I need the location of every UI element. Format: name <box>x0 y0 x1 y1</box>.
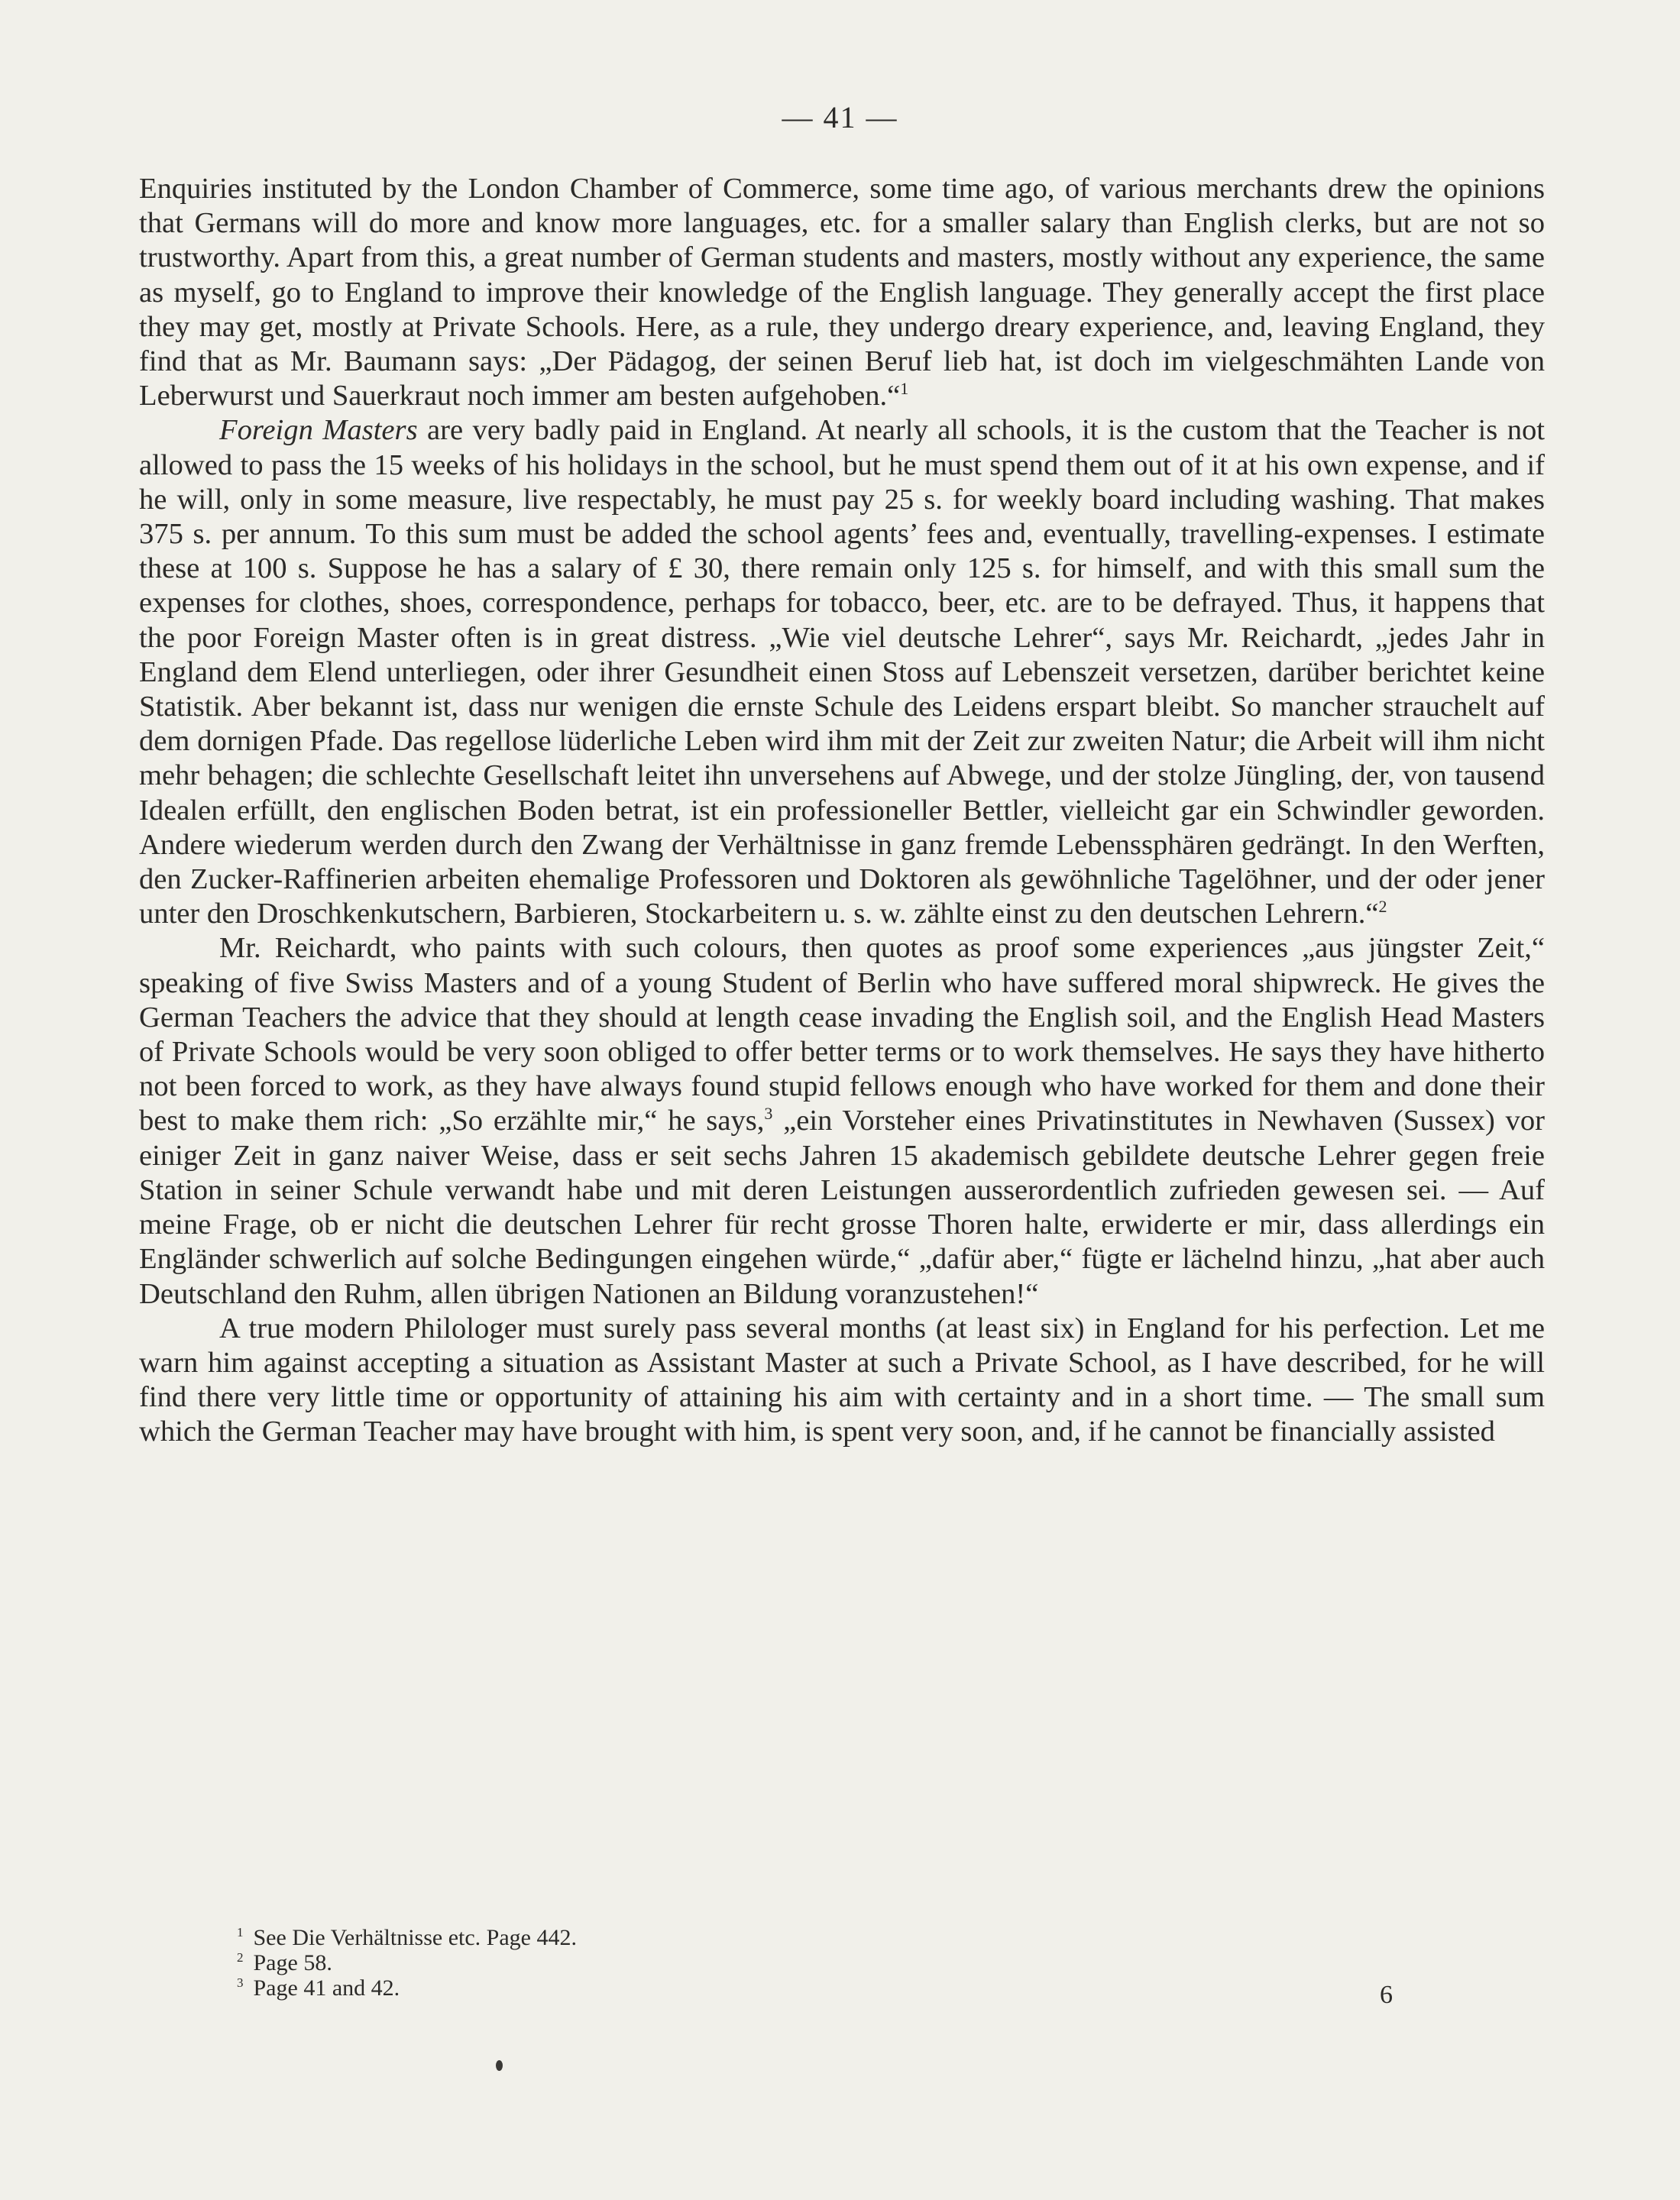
footnote-text: See Die Verhältnisse etc. Page 442. <box>253 1925 578 1950</box>
footnote: $^1$ See Die Verhältnisse etc. Page 442. <box>237 1925 578 1950</box>
paragraph <box>139 413 1545 931</box>
emphasis-text: Foreign Masters <box>219 414 418 447</box>
footnote: $^2$ Page 58. <box>237 1950 332 1975</box>
footnote-text: Page 58. <box>253 1950 332 1975</box>
paragraph-text: „ein Vorsteher eines Privatinstitutes in Newhaven (Sussex) vor einiger Zeit in ganz naiver Weise, dass er seit sechs Jahren 15 akademisch gebildete deutsche Lehrer gegen freie Station in seiner Schule verwandt habe und mit deren Leistungen ausserordentlich zufrieden gewesen sei. — Auf meine Frage, ob er nicht die deutschen Lehrer für recht grosse Thoren halte, erwiderte er mir, dass allerdings ein Engländer schwerlich auf solche Bedingungen eingehen würde,“ „dafür aber,“ fügte er lächelnd hinzu, „hat aber auch Deutschland den Ruhm, allen übrigen Nationen an Bildung voranzustehen!“ <box>139 1105 1545 1310</box>
paragraph <box>139 1312 1545 1450</box>
paragraph <box>139 931 1545 1311</box>
ink-dot <box>496 2060 503 2071</box>
signature-mark: 6 <box>1380 1981 1393 2009</box>
paragraph-text: Enquiries instituted by the London Chamber of Commerce, some time ago, of various merchants drew the opinions that Germans will do more and know more languages, etc. for a smaller salary than English clerks, but are not so trustworthy. Apart from this, a great number of German students and masters, mostly without any experience, the same as myself, go to England to improve their knowledge of the English language. They generally accept the first place they may get, mostly at Private Schools. Here, as a rule, they undergo dreary experience, and, leaving England, they find that as Mr. Baumann says: „Der Pädagog, der seinen Beruf lieb hat, ist doch im vielgeschmähten Lande von Leberwurst und Sauerkraut noch immer am besten aufgehoben.“ <box>139 173 1545 412</box>
footnote-reference: 1 <box>900 379 909 399</box>
body-text <box>139 172 1545 1450</box>
footnote-reference: 3 <box>764 1104 773 1124</box>
paragraph <box>139 172 1545 413</box>
paragraph-text: are very badly paid in England. At nearly all schools, it is the custom that the Teacher is not allowed to pass the 15 weeks of his holidays in the school, but he must spend them out of it at his own expense, and if he will, only in some measure, live respectably, he must pay 25 s. for weekly board including washing. That makes 375 s. per annum. To this sum must be added the school agents’ fees and, eventually, travelling-expenses. I estimate these at 100 s. Suppose he has a salary of £ 30, there remain only 125 s. for himself, and with this small sum the expenses for clothes, shoes, correspondence, perhaps for tobacco, beer, etc. are to be defrayed. Thus, it happens that the poor Foreign Master often is in great distress. „Wie viel deutsche Lehrer“, says Mr. Reichardt, „jedes Jahr in England dem Elend unterliegen, oder ihrer Gesundheit einen Stoss auf Lebenszeit versetzen, darüber berichtet keine Statistik. Aber bekannt ist, dass nur wenigen die ernste Schule des Leidens erspart bleibt. So mancher strauchelt auf dem dornigen Pfade. Das regellose lüderliche Leben wird ihm mit der Zeit zur zweiten Natur; die Arbeit will ihm nicht mehr behagen; die schlechte Gesellschaft leitet ihn unversehens auf Abwege, und der stolze Jüngling, der, von tausend Idealen erfüllt, den englischen Boden betrat, ist ein professioneller Bettler, vielleicht gar ein Schwindler geworden. Andere wiederum werden durch den Zwang der Verhältnisse in ganz fremde Lebenssphären gedrängt. In den Werften, den Zucker-Raffinerien arbeiten ehemalige Professoren und Doktoren als gewöhnliche Tagelöhner, und der oder jener unter den Droschkenkutschern, Barbieren, Stockarbeitern u. s. w. zählte einst zu den deutschen Lehrern.“ <box>139 414 1545 930</box>
footnotes <box>237 1925 1154 2001</box>
footnote-reference: 2 <box>1378 897 1387 917</box>
footnote: $^3$ Page 41 and 42. <box>237 1975 400 2001</box>
paragraph-text: A true modern Philologer must surely pass several months (at least six) in England for his perfection. Let me warn him against accepting a situation as Assistant Master at such a Private School, as I have described, for he will find there very little time or opportunity of attaining his aim with certainty and in a short time. — The small sum which the German Teacher may have brought with him, is spent very soon, and, if he cannot be financially assisted <box>139 1312 1545 1448</box>
footnote-text: Page 41 and 42. <box>253 1975 400 2001</box>
page-number: — 41 — <box>782 100 898 134</box>
paragraph-text: Mr. Reichardt, who paints with such colours, then quotes as proof some experiences „aus jüngster Zeit,“ speaking of five Swiss Masters and of a young Student of Berlin who have suffered moral shipwreck. He gives the German Teachers the advice that they should at length cease invading the English soil, and the English Head Masters of Private Schools would be very soon obliged to offer better terms or to work themselves. He says they have hitherto not been forced to work, as they have always found stupid fellows enough who have worked for them and done their best to make them rich: „So erzählte mir,“ he says, <box>139 932 1545 1137</box>
